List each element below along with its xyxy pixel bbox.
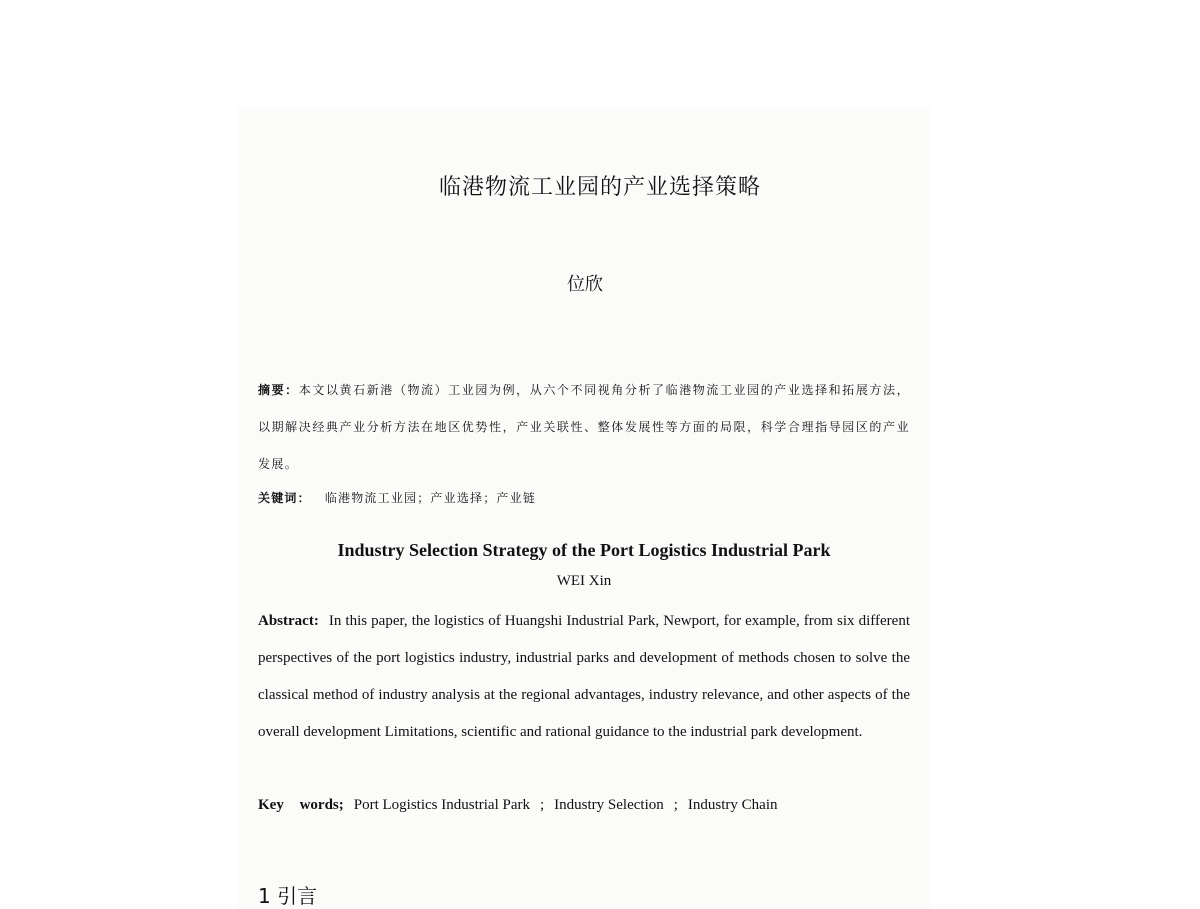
english-keywords [258,790,910,820]
english-keyword: Industry Selection [554,797,664,813]
chinese-keywords-label: 关键词： [258,491,311,505]
keyword-separator: ; [540,797,545,813]
english-keyword: Port Logistics Industrial Park [353,797,530,813]
chinese-abstract-text: 本文以黄石新港（物流）工业园为例，从六个不同视角分析了临港物流工业园的产业选择和拓展方法，以期解决经典产业分析方法在地区优势性，产业关联性、整体发展性等方面的局限，科学合理指导园区的产业发展。 [258,383,910,471]
chinese-keywords-text: 临港物流工业园；产业选择；产业链 [324,491,537,505]
keyword-separator: ; [673,797,678,813]
chinese-title: 临港物流工业园的产业选择策略 [438,175,761,200]
chinese-abstract-label: 摘要： [258,383,299,397]
english-keywords-label: Key words; [258,797,344,813]
chinese-abstract [258,372,910,483]
english-abstract [258,603,910,751]
english-abstract-text: In this paper, the logistics of Huangshi Industrial Park, Newport, for example, from six different perspectives of the port logistics industry, industrial parks and development of methods chosen to solve the classical method of industry analysis at the regional advantages, industry relevance, and other aspects of the overall development Limitations, scientific and rational guidance to the industrial park development. [258,613,910,740]
section-heading: 1 引言 [258,884,318,908]
chinese-author: 位欣 [567,274,603,295]
english-keyword: Industry Chain [687,797,778,813]
chinese-keywords [258,484,910,512]
english-author: WEI Xin [556,573,612,589]
english-abstract-label: Abstract: [258,613,319,629]
english-title: Industry Selection Strategy of the Port Logistics Industrial Park [337,540,831,560]
